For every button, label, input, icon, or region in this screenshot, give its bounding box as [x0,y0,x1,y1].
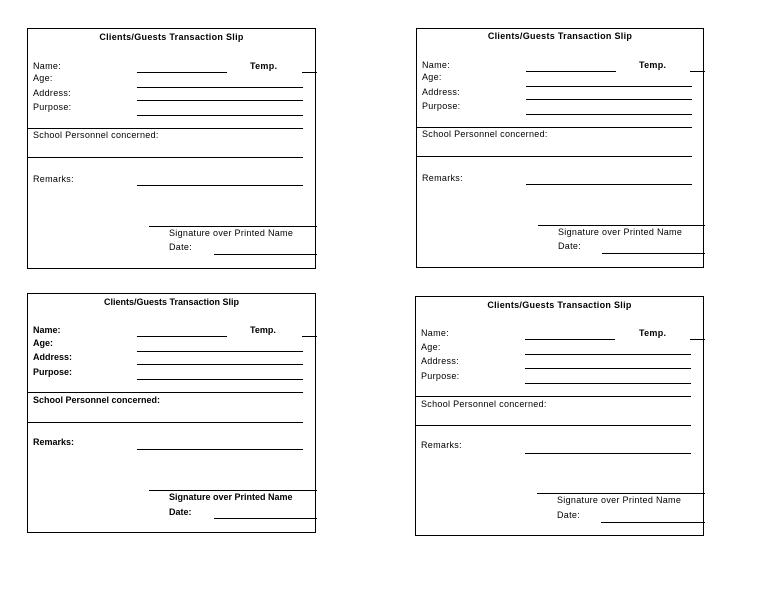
age-label: Age: [33,73,53,83]
name-label: Name: [422,60,451,70]
name-label: Name: [33,325,61,335]
temp-line [302,336,317,337]
age-label: Age: [33,338,53,348]
age-label: Age: [422,72,442,82]
transaction-slip-bottom-right [415,296,704,536]
age-label: Age: [421,342,441,352]
divider-line [28,128,303,129]
slip-title: Clients/Guests Transaction Slip [103,297,240,307]
slip-title: Clients/Guests Transaction Slip [487,31,633,41]
address-line [526,99,692,100]
remarks-label: Remarks: [33,437,75,447]
remarks-label: Remarks: [422,173,463,183]
name-line [525,339,615,340]
age-line [526,86,692,87]
personnel-label: School Personnel concerned: [33,395,161,405]
date-label: Date: [169,507,192,517]
purpose-line [137,379,303,380]
remarks-line [525,453,691,454]
name-label: Name: [33,61,62,71]
date-label: Date: [169,242,193,252]
personnel-line [28,422,303,423]
address-label: Address: [421,356,459,366]
divider-line [417,127,692,128]
name-line [137,72,227,73]
temp-label: Temp. [250,325,276,335]
personnel-line [417,156,692,157]
personnel-label: School Personnel concerned: [33,130,159,140]
name-line [526,71,616,72]
temp-line [690,339,705,340]
signature-label: Signature over Printed Name [557,495,682,505]
transaction-slip-top-left [27,28,316,269]
divider-line [28,392,303,393]
remarks-line [137,185,303,186]
personnel-line [416,425,691,426]
purpose-line [526,114,692,115]
signature-label: Signature over Printed Name [169,492,293,502]
temp-line [690,71,705,72]
purpose-line [525,383,691,384]
temp-label: Temp. [250,61,278,71]
age-line [137,87,303,88]
signature-label: Signature over Printed Name [169,228,294,238]
transaction-slip-top-right [416,28,704,268]
divider-line [416,396,691,397]
purpose-label: Purpose: [421,371,460,381]
purpose-line [137,115,303,116]
purpose-label: Purpose: [33,102,72,112]
address-label: Address: [422,87,460,97]
age-line [525,354,691,355]
date-line [602,253,705,254]
purpose-label: Purpose: [33,367,73,377]
temp-label: Temp. [639,60,667,70]
signature-label: Signature over Printed Name [558,227,683,237]
age-line [137,351,303,352]
personnel-label: School Personnel concerned: [421,399,547,409]
purpose-label: Purpose: [422,101,461,111]
transaction-slip-bottom-left [27,293,316,533]
personnel-line [28,157,303,158]
date-line [214,518,317,519]
date-line [601,522,705,523]
address-label: Address: [33,352,73,362]
remarks-label: Remarks: [33,174,74,184]
signature-line [537,493,705,494]
date-label: Date: [558,241,582,251]
address-line [137,364,303,365]
signature-line [538,225,705,226]
signature-line [149,490,317,491]
temp-line [302,72,317,73]
signature-line [149,226,317,227]
temp-label: Temp. [639,328,667,338]
address-label: Address: [33,88,71,98]
remarks-label: Remarks: [421,440,462,450]
name-line [137,336,227,337]
remarks-line [526,184,692,185]
address-line [525,368,691,369]
remarks-line [137,449,303,450]
slip-title: Clients/Guests Transaction Slip [487,300,632,310]
date-line [214,254,317,255]
personnel-label: School Personnel concerned: [422,129,548,139]
name-label: Name: [421,328,450,338]
slip-title: Clients/Guests Transaction Slip [99,32,244,42]
address-line [137,100,303,101]
date-label: Date: [557,510,581,520]
